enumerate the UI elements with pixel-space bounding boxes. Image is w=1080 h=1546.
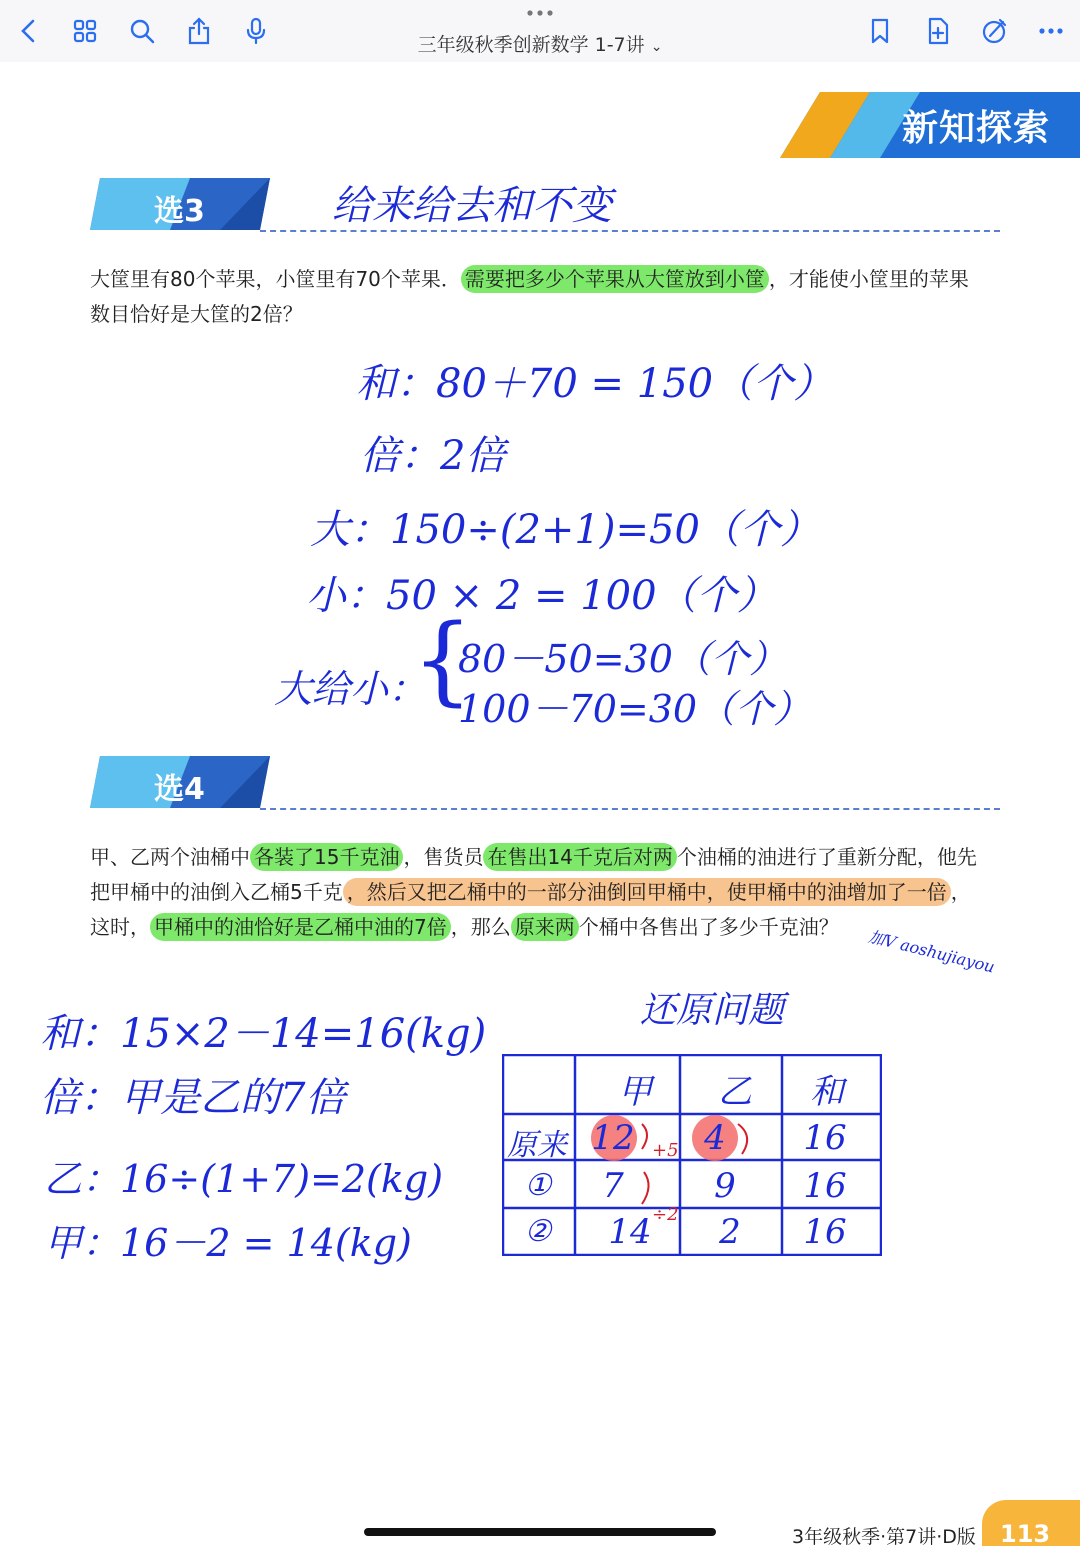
table-cell-original-jia: 12: [591, 1118, 635, 1158]
problem-4-text: [90, 840, 1000, 945]
work-line-yi: 乙：16÷(1+7)=2(kg): [44, 1157, 444, 1201]
problem-3-part1: 大筐里有80个苹果，小筐里有70个苹果．: [90, 267, 461, 291]
window-dots-icon[interactable]: [524, 6, 556, 20]
tag-label-4: 选4: [154, 772, 205, 807]
problem-4-text-part: 甲、乙两个油桶中: [90, 845, 250, 869]
bookmark-icon[interactable]: [863, 14, 897, 48]
table-row-label-original: 原来: [507, 1128, 567, 1163]
problem-3-part2: ，才能使小筐里的苹果: [768, 267, 969, 291]
page-number: 113: [1000, 1520, 1051, 1546]
work-line-multiple: 倍：甲是乙的7倍: [40, 1075, 346, 1121]
problem-3-highlight: 需要把多少个苹果从大筐放到小筐: [461, 265, 769, 293]
edition-footer: 3年级秋季·第7讲·D版: [792, 1526, 976, 1546]
problem-4-highlight: 在售出14千克后对两: [483, 843, 676, 871]
problem-4-text-part: 个油桶的油进行了重新分配，他先: [676, 845, 977, 869]
work-line-sum: 和：80＋70 = 150（个）: [356, 361, 834, 407]
annotation-plus5: +5: [652, 1140, 679, 1161]
add-page-icon[interactable]: [921, 14, 955, 48]
section-banner-title: 新知探索: [901, 108, 1050, 149]
document-title-text: 三年级秋季创新数学 1-7讲: [417, 34, 645, 56]
work-line-small: 小：50 × 2 = 100（个）: [306, 573, 777, 619]
dashed-divider: [260, 808, 1000, 810]
work-line-sum: 和：15×2－14=16(kg): [40, 1011, 487, 1057]
table-row-label-step2: ②: [524, 1214, 552, 1249]
document-title[interactable]: [0, 30, 1080, 57]
table-cell-original-sum: 16: [803, 1118, 847, 1158]
problem-4-text-part: 个桶中各售出了多少千克油？: [578, 915, 839, 939]
problem-4-highlight-orange: ，然后又把乙桶中的一部分油倒回甲桶中，使甲桶中的油增加了一倍: [343, 878, 951, 906]
work-line-big: 大：150÷(2+1)=50（个）: [310, 507, 820, 553]
problem-3-text: [90, 262, 1000, 332]
document-page[interactable]: [0, 62, 1080, 1546]
table-cell-original-yi: 4: [704, 1118, 726, 1158]
table-header-jia: 甲: [618, 1072, 652, 1112]
problem-3-part3: 数目恰好是大筐的2倍？: [90, 302, 303, 326]
problem-4-text-part: ，那么: [450, 915, 511, 939]
table-title: 还原问题: [640, 990, 785, 1031]
table-cell-step2-jia: 14: [608, 1212, 652, 1252]
table-cell-step1-jia: 7: [602, 1166, 624, 1206]
problem-4-highlight: 原来两: [511, 913, 579, 941]
annotation-div2: ÷2: [652, 1204, 679, 1225]
table-cell-step1-sum: 16: [803, 1166, 847, 1206]
table-header-sum: 和: [810, 1072, 844, 1112]
table-cell-step1-yi: 9: [714, 1166, 736, 1206]
problem-4-text-part: ，: [950, 880, 971, 904]
problem-4-highlight: 甲桶中的油恰好是乙桶中油的7倍: [150, 913, 451, 941]
work-line-check2: 100－70=30（个）: [458, 687, 812, 731]
table-cell-step2-sum: 16: [803, 1212, 847, 1252]
chevron-down-icon[interactable]: ⌄: [650, 39, 663, 55]
dashed-divider: [260, 230, 1000, 232]
problem-4-text-part: ，售货员: [403, 845, 484, 869]
work-line-give-label: 大给小：: [274, 667, 427, 711]
table-header-yi: 乙: [718, 1072, 752, 1112]
table-cell-step2-yi: 2: [719, 1212, 741, 1252]
home-indicator[interactable]: [364, 1528, 716, 1536]
more-icon[interactable]: [1034, 14, 1068, 48]
problem-4-highlight: 各装了15千克油: [250, 843, 403, 871]
table-row-label-step1: ①: [524, 1168, 552, 1203]
problem-4-text-part: 这时，: [90, 915, 150, 939]
problem-4-text-part: 把甲桶中的油倒入乙桶5千克: [90, 880, 343, 904]
brace-symbol: {: [412, 604, 474, 716]
tag-label-3: 选3: [154, 194, 205, 229]
app-toolbar: [0, 0, 1080, 63]
work-line-check1: 80－50=30（个）: [458, 637, 787, 681]
work-line-jia: 甲：16－2 = 14(kg): [44, 1221, 412, 1265]
watermark-handwritten: 加V aoshujiayou: [866, 926, 997, 977]
handwritten-title: 给来给去和不变: [332, 183, 612, 229]
markup-icon[interactable]: [977, 14, 1011, 48]
work-line-multiple: 倍：2倍: [360, 433, 506, 479]
